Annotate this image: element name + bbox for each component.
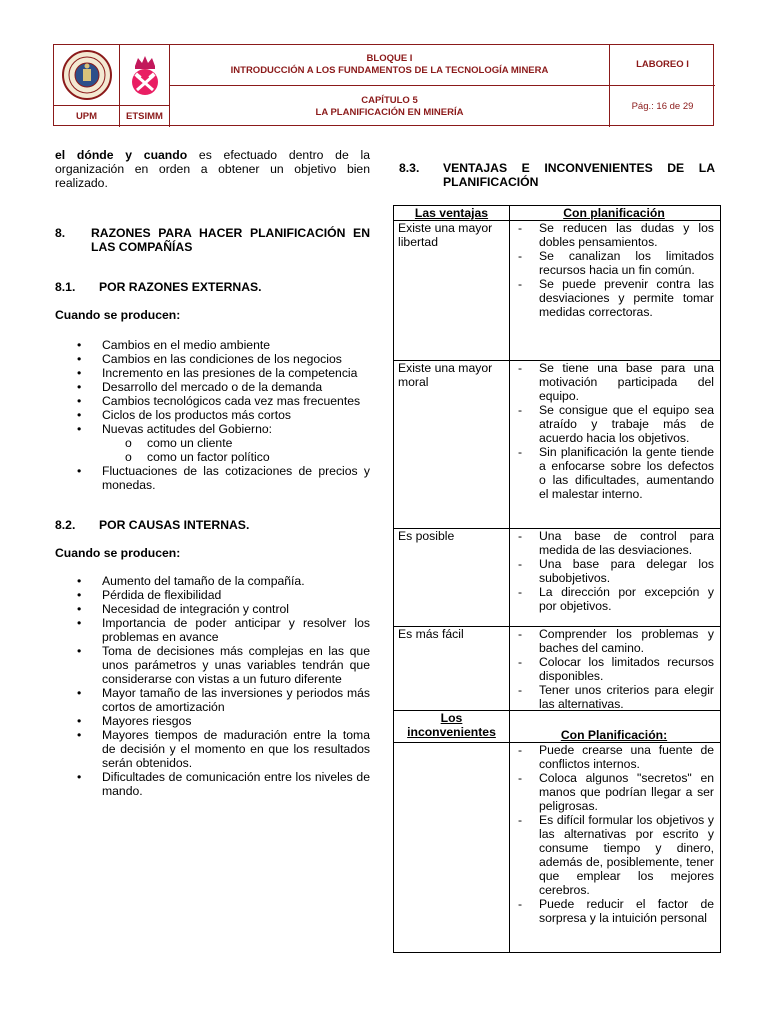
list-item	[55, 422, 370, 464]
page-number	[610, 86, 715, 127]
upm-logo-cell	[54, 45, 120, 105]
capitulo-title	[170, 86, 610, 127]
list-item-text: Nuevas actitudes del Gobierno:	[102, 422, 273, 436]
dash-item: - Puede reducir el factor de sorpresa y la intuición personal	[514, 897, 714, 925]
row-content	[510, 361, 720, 528]
header-cell-text: Con Planificación:	[560, 728, 668, 742]
bloque-label: BLOQUE I	[366, 53, 413, 64]
section-8-number: 8.	[55, 226, 66, 240]
section-82-title: POR CAUSAS INTERNAS.	[99, 518, 250, 532]
document-header	[53, 44, 714, 126]
capitulo-label: CAPÍTULO 5	[361, 94, 418, 106]
list-item: • Mayor tamaño de las inversiones y periodos más cortos de amortización	[55, 686, 370, 714]
list-item: • Importancia de poder anticipar y resolver los problemas en avance	[55, 616, 370, 644]
sublist-item: o como un factor político	[102, 450, 370, 464]
dash-item: - Comprender los problemas y baches del camino.	[514, 627, 714, 655]
row-label: Existe una mayor libertad	[394, 221, 510, 360]
upm-label: UPM	[54, 105, 120, 127]
row-label-empty	[394, 743, 510, 952]
dash-item: - Se puede prevenir contra las desviaciones y permite tomar medidas correctoras.	[514, 277, 714, 319]
section-83-heading	[399, 161, 715, 189]
list-item: • Mayores tiempos de maduración entre la toma de decisión y el momento en que los resultados serán obtenidos.	[55, 728, 370, 770]
section-82-number: 8.2.	[55, 518, 76, 532]
dash-item: - Se tiene una base para una motivación participada del equipo.	[514, 361, 714, 403]
advantages-table	[393, 205, 721, 953]
etsimm-label: ETSIMM	[120, 105, 170, 127]
dash-item: - Sin planificación la gente tiende a enfocarse sobre los defectos o las dificultades, aumentando el malestar interno.	[514, 445, 714, 501]
sublist-item: o como un cliente	[102, 436, 370, 450]
section-83-title: VENTAJAS E INCONVENIENTES DE LA PLANIFICACIÓN	[443, 161, 715, 189]
section-81-number: 8.1.	[55, 280, 76, 294]
section-8-title: RAZONES PARA HACER PLANIFICACIÓN EN LAS COMPAÑÍAS	[91, 226, 370, 254]
subject-label: LABOREO I	[610, 45, 715, 86]
page-label: Pág.:	[631, 100, 654, 112]
section-82-heading	[55, 518, 370, 532]
section-81-lead: Cuando se producen:	[55, 308, 181, 322]
section-81-heading	[55, 280, 370, 294]
dash-item: - Tener unos criterios para elegir las alternativas.	[514, 683, 714, 711]
section-82-lead: Cuando se producen:	[55, 546, 181, 560]
bloque-subtitle: INTRODUCCIÓN A LOS FUNDAMENTOS DE LA TECNOLOGÍA MINERA	[230, 65, 549, 76]
table-header-row	[394, 206, 720, 220]
row-label: Es posible	[394, 529, 510, 626]
table-row	[394, 528, 720, 626]
page-value: 16 de 29	[656, 100, 694, 112]
table-row	[394, 626, 720, 710]
etsimm-logo-cell	[120, 45, 170, 105]
list-item: • Toma de decisiones más complejas en las que unos parámetros y unas variables tendrán que considerarse con vistas a un futuro diferente	[55, 644, 370, 686]
dash-item: - Una base de control para medida de las desviaciones.	[514, 529, 714, 557]
list-item: • Cambios tecnológicos cada vez mas frecuentes	[55, 394, 370, 408]
list-item: • Ciclos de los productos más cortos	[55, 408, 370, 422]
upm-seal-icon	[61, 49, 113, 101]
dash-item: - Se consigue que el equipo sea atraído y trabaje más de acuerdo hacia los objetivos.	[514, 403, 714, 445]
table-subheader-row	[394, 710, 720, 742]
list-item: • Cambios en las condiciones de los negocios	[55, 352, 370, 366]
dash-item: - Coloca algunos "secretos" en manos que podrían llegar a ser peligrosas.	[514, 771, 714, 813]
dash-item: - Colocar los limitados recursos disponibles.	[514, 655, 714, 683]
left-column	[55, 148, 370, 798]
row-label: Existe una mayor moral	[394, 361, 510, 528]
list-item: • Incremento en las presiones de la competencia	[55, 366, 370, 380]
header-cell-disadvantages: Los inconvenientes	[394, 711, 510, 742]
capitulo-subtitle: LA PLANIFICACIÓN EN MINERÍA	[315, 106, 464, 118]
list-item: • Pérdida de flexibilidad	[55, 588, 370, 602]
table-row	[394, 220, 720, 360]
internal-causes-list	[55, 574, 370, 798]
dash-item: - Puede crearse una fuente de conflictos internos.	[514, 743, 714, 771]
list-item: • Mayores riesgos	[55, 714, 370, 728]
section-81-title: POR RAZONES EXTERNAS.	[99, 280, 262, 294]
dash-item: - Es difícil formular los objetivos y las alternativas por escrito y consume tiempo y dinero, además de, posiblemente, tener que emplear los mejores cerebros.	[514, 813, 714, 897]
row-content	[510, 743, 720, 952]
bloque-title	[170, 45, 610, 86]
dash-item: - Se reducen las dudas y los dobles pensamientos.	[514, 221, 714, 249]
intro-text: es efectuado dentro de la organización en orden a obtener un objetivo bien realizado.	[55, 148, 370, 190]
intro-bold-text: el dónde y cuando	[55, 148, 188, 162]
intro-paragraph	[55, 148, 370, 190]
list-item: • Necesidad de integración y control	[55, 602, 370, 616]
table-row	[394, 360, 720, 528]
list-item: • Dificultades de comunicación entre los niveles de mando.	[55, 770, 370, 798]
row-content	[510, 529, 720, 626]
dash-item: - La dirección por excepción y por objetivos.	[514, 585, 714, 613]
section-8-heading	[55, 226, 370, 254]
dash-item: - Se canalizan los limitados recursos hacia un fin común.	[514, 249, 714, 277]
external-reasons-list	[55, 338, 370, 492]
row-content	[510, 221, 720, 360]
section-83-number: 8.3.	[399, 161, 420, 175]
header-cell-with-planning: Con planificación	[563, 206, 665, 220]
header-cell-with-planning-2	[510, 711, 720, 742]
government-sublist	[102, 436, 370, 464]
header-cell-advantages: Las ventajas	[394, 206, 510, 220]
table-row	[394, 742, 720, 952]
list-item: • Desarrollo del mercado o de la demanda	[55, 380, 370, 394]
row-content	[510, 627, 720, 710]
list-item: • Fluctuaciones de las cotizaciones de precios y monedas.	[55, 464, 370, 492]
crown-hammers-icon	[125, 50, 165, 100]
list-item: • Aumento del tamaño de la compañía.	[55, 574, 370, 588]
dash-item: - Una base para delegar los subobjetivos.	[514, 557, 714, 585]
list-item: • Cambios en el medio ambiente	[55, 338, 370, 352]
row-label: Es más fácil	[394, 627, 510, 710]
